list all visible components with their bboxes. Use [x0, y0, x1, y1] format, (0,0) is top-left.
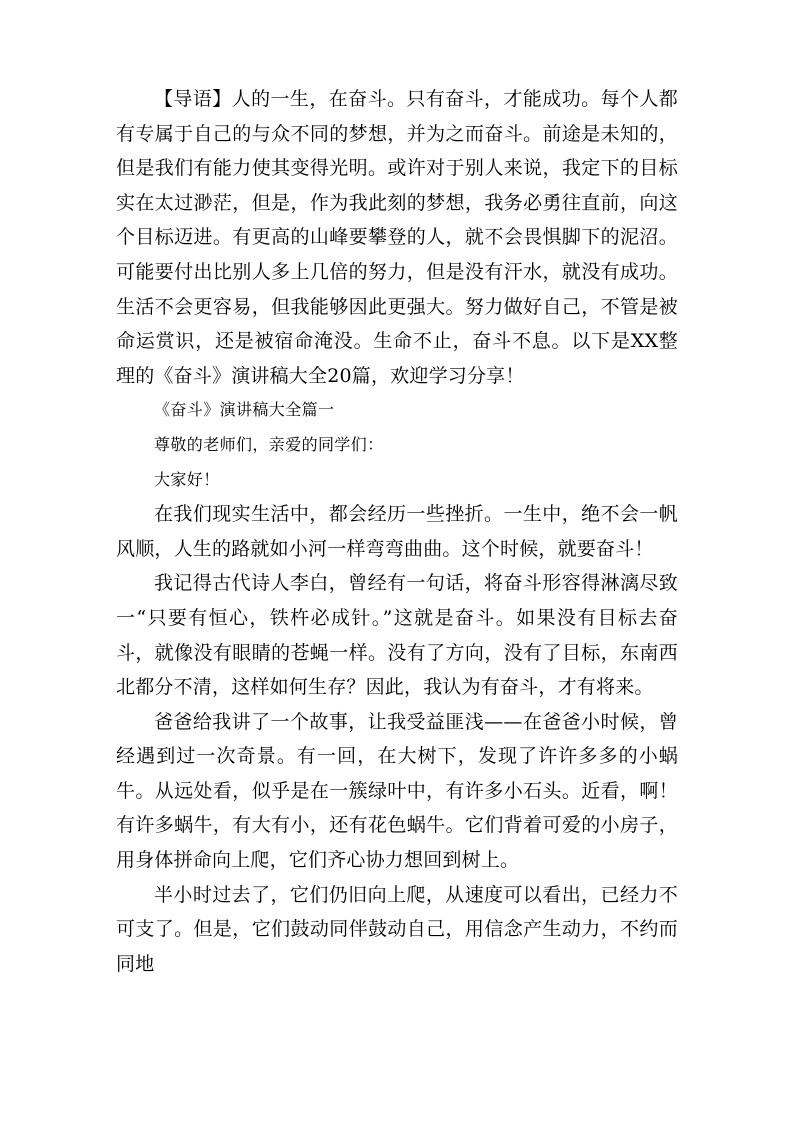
intro-paragraph: 【导语】人的一生，在奋斗。只有奋斗，才能成功。每个人都有专属于自己的与众不同的梦想，并为之而奋斗。前途是未知的，但是我们有能力使其变得光明。或许对于别人来说，我定下的目标实在太过渺茫，但是，作为我此刻的梦想，我务必勇往直前，向这个目标迈进。有更高的山峰要攀登的人，就不会畏惧脚下的泥沼。可能要付出比别人多上几倍的努力，但是没有汗水，就没有成功。生活不会更容易，但我能够因此更强大。努力做好自己，不管是被命运赏识，还是被宿命淹没。生命不止，奋斗不息。以下是XX整理的《奋斗》演讲稿大全20篇，欢迎学习分享！	[116, 88, 678, 387]
greeting: 大家好！	[154, 469, 220, 489]
body-paragraph-3: 爸爸给我讲了一个故事，让我受益匪浅——在爸爸小时候，曾经遇到过一次奇景。有一回，在大树下，发现了许许多多的小蜗牛。从远处看，似乎是在一簇绿叶中，有许多小石头。近看，啊！有许多蜗牛，有大有小，还有花色蜗牛。它们背着可爱的小房子，用身体拼命向上爬，它们齐心协力想回到树上。	[116, 710, 678, 872]
body-paragraph-4: 半小时过去了，它们仍旧向上爬，从速度可以看出，已经力不可支了。但是，它们鼓动同伴鼓动自己，用信念产生动力，不约而同地	[116, 883, 678, 975]
salutation: 尊敬的老师们，亲爱的同学们：	[154, 434, 384, 454]
document-page	[116, 82, 678, 981]
body-paragraph-2: 我记得古代诗人李白，曾经有一句话，将奋斗形容得淋漓尽致一“只要有恒心，铁杵必成针。”这就是奋斗。如果没有目标去奋斗，就像没有眼睛的苍蝇一样。没有了方向，没有了目标，东南西北都分不清，这样如何生存？因此，我认为有奋斗，才有将来。	[116, 572, 678, 699]
body-paragraph-1: 在我们现实生活中，都会经历一些挫折。一生中，绝不会一帆风顺，人生的路就如小河一样弯弯曲曲。这个时候，就要奋斗！	[116, 503, 678, 560]
section-title: 《奋斗》演讲稿大全篇一	[154, 400, 335, 420]
